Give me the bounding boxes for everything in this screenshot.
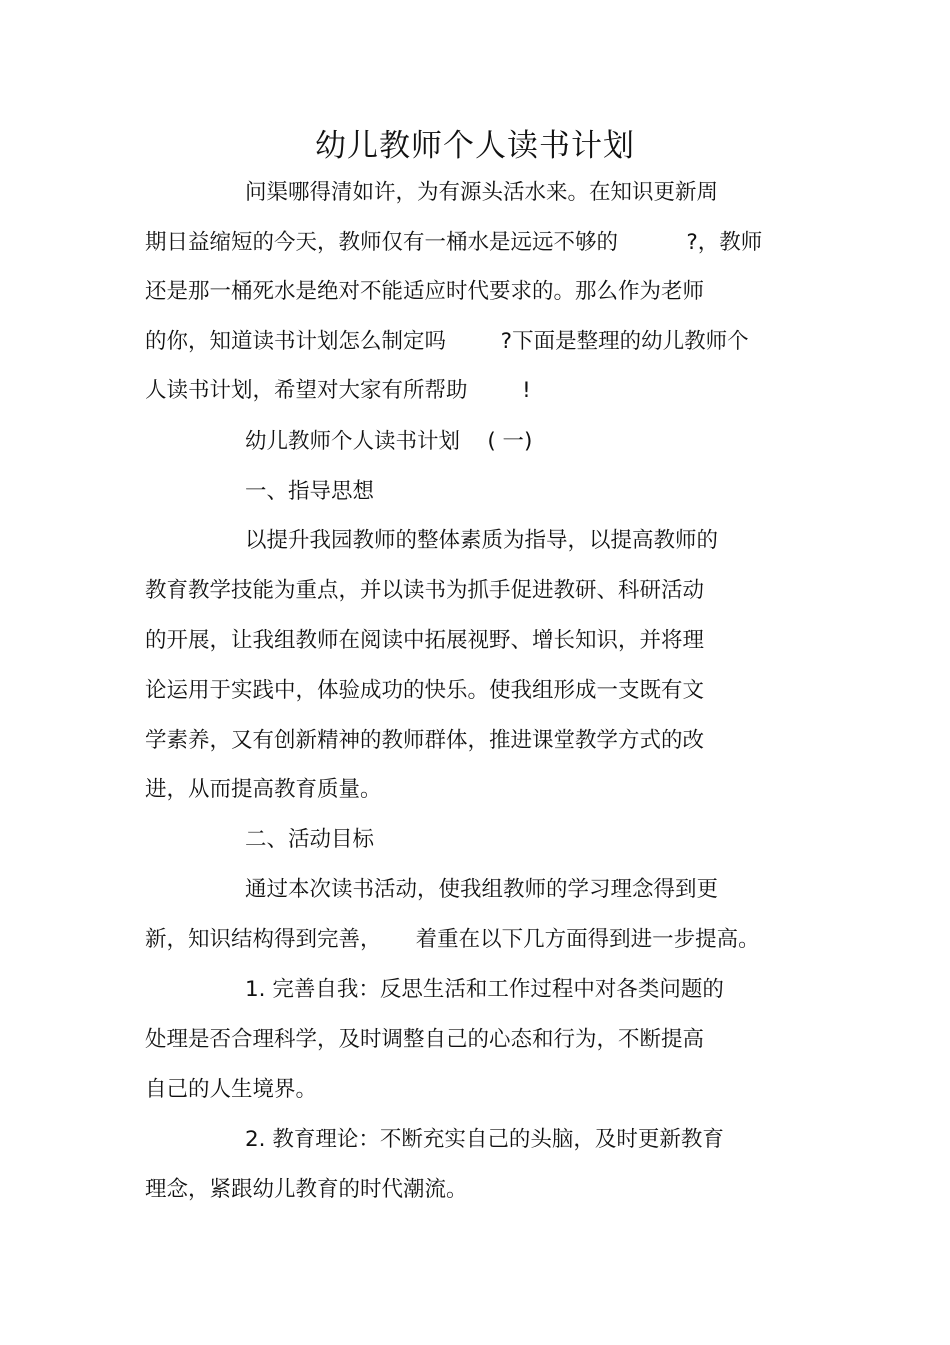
paragraph-line: 的你，知道读书计划怎么制定吗 ?下面是整理的幼儿教师个 (145, 329, 749, 354)
list-item-line: 1. 完善自我：反思生活和工作过程中对各类问题的 (245, 977, 724, 1002)
paragraph-line: 的开展，让我组教师在阅读中拓展视野、增长知识，并将理 (145, 628, 705, 653)
paragraph-line: 问渠哪得清如许，为有源头活水来。在知识更新周 (245, 180, 719, 205)
paragraph-line: 论运用于实践中，体验成功的快乐。使我组形成一支既有文 (145, 678, 705, 703)
paragraph-line: 还是那一桶死水是绝对不能适应时代要求的。那么作为老师 (145, 279, 705, 304)
paragraph-line: 学素养，又有创新精神的教师群体，推进课堂教学方式的改 (145, 728, 705, 753)
paragraph-line: 新，知识结构得到完善， 着重在以下几方面得到进一步提高。 (145, 927, 760, 952)
list-item-line: 理念，紧跟幼儿教育的时代潮流。 (145, 1177, 468, 1202)
subsection-heading: 一、指导思想 (245, 479, 375, 504)
paragraph-line: 人读书计划，希望对大家有所帮助 ! (145, 378, 531, 403)
section-heading: 幼儿教师个人读书计划 ( 一) (245, 429, 533, 454)
list-item-line: 2. 教育理论：不断充实自己的头脑，及时更新教育 (245, 1127, 724, 1152)
paragraph-line: 期日益缩短的今天，教师仅有一桶水是远远不够的 ?，教师 (145, 230, 763, 255)
subsection-heading: 二、活动目标 (245, 827, 375, 852)
document-title: 幼儿教师个人读书计划 (315, 128, 635, 164)
paragraph-line: 通过本次读书活动，使我组教师的学习理念得到更 (245, 877, 719, 902)
paragraph-line: 教育教学技能为重点，并以读书为抓手促进教研、科研活动 (145, 578, 705, 603)
paragraph-line: 以提升我园教师的整体素质为指导，以提高教师的 (245, 528, 719, 553)
paragraph-line: 进，从而提高教育质量。 (145, 777, 382, 802)
list-item-line: 处理是否合理科学，及时调整自己的心态和行为，不断提高 (145, 1027, 705, 1052)
list-item-line: 自己的人生境界。 (145, 1077, 318, 1102)
